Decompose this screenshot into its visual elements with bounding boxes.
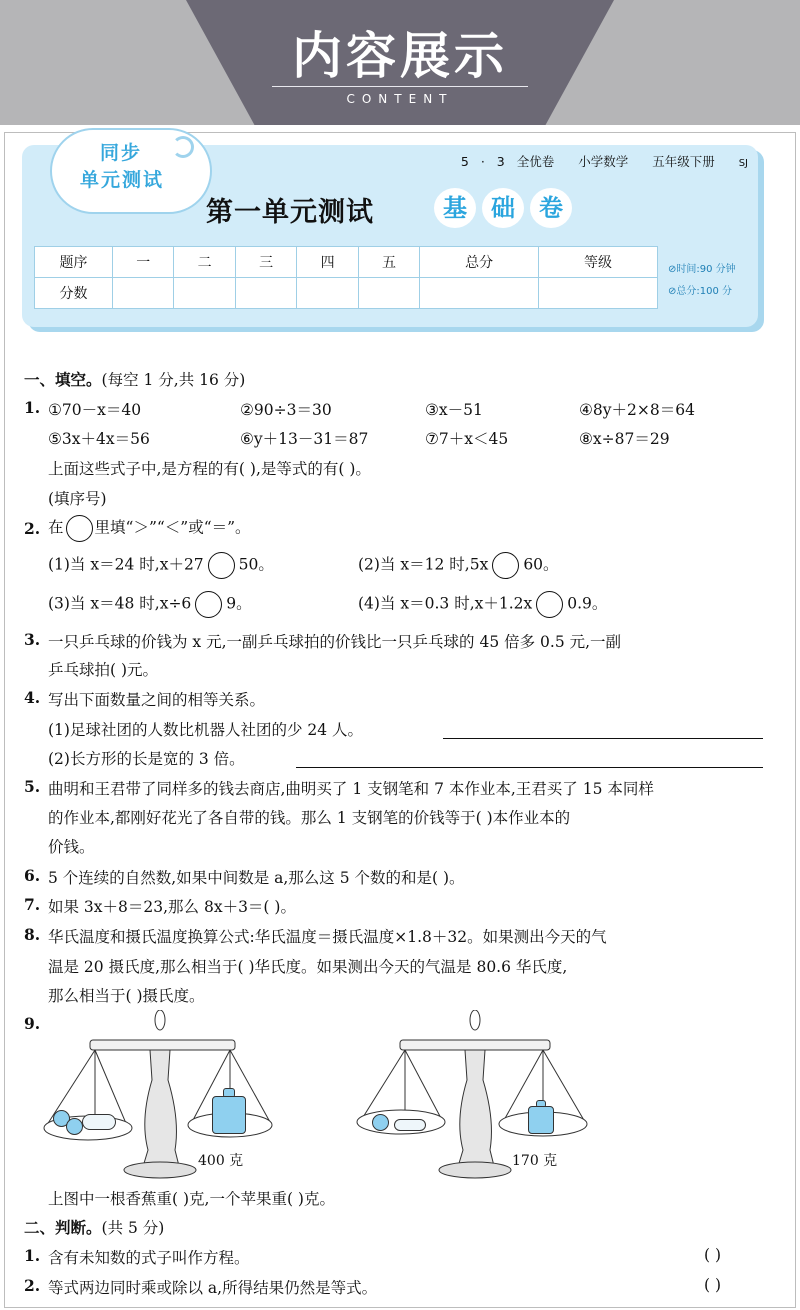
- section-title: 二、判断。: [24, 1219, 102, 1237]
- banner-divider: [272, 86, 528, 87]
- q5-line3: 价钱。: [48, 838, 95, 856]
- grade: 五年级下册: [652, 154, 715, 169]
- swirl-icon: [172, 136, 194, 158]
- q2-a-end: 50。: [238, 555, 274, 574]
- q8-line2: 温是 20 摄氏度,那么相当于( )华氏度。如果测出今天的气温是 80.6 华氏度,: [48, 958, 568, 976]
- table-cell: 题序: [35, 247, 113, 278]
- q2-c-text: (3)当 x＝48 时,x÷6: [48, 594, 192, 613]
- score-input-cell[interactable]: [174, 278, 235, 309]
- table-cell: 等级: [539, 247, 658, 278]
- judge-1-answer[interactable]: ( ): [704, 1246, 722, 1264]
- score-table: [34, 246, 658, 309]
- q2-post: 里填“＞”“＜”或“＝”。: [94, 518, 251, 537]
- expr: ⑧x÷87＝29: [579, 430, 670, 448]
- question-number: 8.: [24, 925, 41, 944]
- score-table-header-row: [35, 247, 658, 278]
- score-input-cell[interactable]: [297, 278, 358, 309]
- q1-line3: 上面这些式子中,是方程的有( ),是等式的有( )。: [48, 460, 371, 478]
- expr: ④8y＋2×8＝64: [579, 401, 695, 419]
- q8-line3: 那么相当于( )摄氏度。: [48, 987, 205, 1005]
- q4-a: (1)足球社团的人数比机器人社团的少 24 人。: [48, 721, 364, 739]
- apple-icon: [372, 1114, 389, 1131]
- judge-1-text: 含有未知数的式子叫作方程。: [48, 1249, 250, 1267]
- answer-line[interactable]: [296, 767, 763, 768]
- apple-icon: [66, 1118, 83, 1135]
- q5-line1: 曲明和王君带了同样多的钱去商店,曲明买了 1 支钢笔和 7 本作业本,王君买了 15 本同样: [48, 780, 654, 798]
- balance-scale-left: [40, 1010, 280, 1180]
- banner-subtitle: CONTENT: [346, 92, 454, 106]
- edition: SJ: [738, 158, 748, 169]
- compare-circle[interactable]: [208, 552, 235, 579]
- score-info: ⊘总分:100 分: [668, 286, 733, 297]
- q2-d-text: (4)当 x＝0.3 时,x＋1.2x: [358, 594, 533, 613]
- weight-icon: [212, 1096, 246, 1134]
- judge-2-answer[interactable]: ( ): [704, 1276, 722, 1294]
- unit-char: 基: [434, 188, 476, 228]
- table-cell: 三: [235, 247, 296, 278]
- expr: ⑦7＋x＜45: [425, 430, 509, 448]
- q8-line1: 华氏温度和摄氏温度换算公式:华氏温度＝摄氏温度×1.8＋32。如果测出今天的气: [48, 928, 607, 946]
- table-cell: 二: [174, 247, 235, 278]
- table-cell: 四: [297, 247, 358, 278]
- section-2-heading: [24, 1216, 164, 1238]
- q9-line1: 上图中一根香蕉重( )克,一个苹果重( )克。: [48, 1190, 335, 1208]
- expr: ③x－51: [425, 401, 483, 419]
- score-input-cell[interactable]: [113, 278, 174, 309]
- score-input-cell[interactable]: [539, 278, 658, 309]
- unit-subtitle: [434, 188, 572, 228]
- score-input-cell[interactable]: [420, 278, 539, 309]
- unit-char: 卷: [530, 188, 572, 228]
- compare-circle[interactable]: [66, 515, 93, 542]
- q5-line2: 的作业本,都刚好花光了各自带的钱。那么 1 支钢笔的价钱等于( )本作业本的: [48, 809, 571, 827]
- bananas-icon: [82, 1114, 116, 1130]
- compare-circle[interactable]: [195, 591, 222, 618]
- q3-line2: 乒乓球拍( )元。: [48, 661, 159, 679]
- q2-b-text: (2)当 x＝12 时,5x: [358, 555, 489, 574]
- badge-line1: 同步: [100, 142, 143, 164]
- question-number: 4.: [24, 688, 41, 707]
- question-number: 5.: [24, 777, 41, 796]
- series-name: 5 · 3 全优卷: [460, 154, 555, 169]
- weight-icon: [528, 1106, 554, 1134]
- expr: ①70－x＝40: [48, 401, 142, 419]
- compare-circle[interactable]: [536, 591, 563, 618]
- table-cell: 总分: [420, 247, 539, 278]
- expr: ②90÷3＝30: [240, 401, 332, 419]
- question-number: 7.: [24, 895, 41, 914]
- question-number: 3.: [24, 630, 41, 649]
- q4-b: (2)长方形的长是宽的 3 倍。: [48, 750, 245, 768]
- q1-line4: (填序号): [48, 490, 107, 508]
- q2-b-end: 60。: [523, 555, 559, 574]
- question-number: 2.: [24, 519, 41, 538]
- q4-line1: 写出下面数量之间的相等关系。: [48, 691, 266, 709]
- right-weight-label: 170 克: [512, 1153, 558, 1169]
- expr: ⑤3x＋4x＝56: [48, 430, 150, 448]
- section-note: (每空 1 分,共 16 分): [101, 371, 246, 389]
- answer-line[interactable]: [443, 738, 763, 739]
- q7-line1: 如果 3x＋8＝23,那么 8x＋3＝( )。: [48, 898, 296, 916]
- q6-line1: 5 个连续的自然数,如果中间数是 a,那么这 5 个数的和是( )。: [48, 869, 465, 887]
- unit-char: 础: [482, 188, 524, 228]
- q2-pre: 在: [48, 518, 64, 537]
- judge-2-text: 等式两边同时乘或除以 a,所得结果仍然是等式。: [48, 1279, 378, 1297]
- banana-icon: [394, 1119, 426, 1131]
- q2-instruction: [48, 515, 251, 542]
- q2-c-end: 9。: [226, 594, 252, 613]
- badge-line2: 单元测试: [80, 169, 165, 191]
- score-input-cell[interactable]: [358, 278, 419, 309]
- q2-a-text: (1)当 x＝24 时,x＋27: [48, 555, 204, 574]
- section-1-heading: [24, 368, 245, 390]
- q2-c: [48, 591, 252, 618]
- question-number: 1.: [24, 398, 41, 417]
- q3-line1: 一只乒乓球的价钱为 x 元,一副乒乓球拍的价钱比一只乒乓球的 45 倍多 0.5 元,一副: [48, 633, 622, 651]
- question-number: 1.: [24, 1246, 41, 1265]
- section-title: 一、填空。: [24, 371, 102, 389]
- q2-a: [48, 552, 274, 579]
- table-cell: 分数: [35, 278, 113, 309]
- q2-d: [358, 591, 607, 618]
- left-weight-label: 400 克: [198, 1153, 244, 1169]
- book-meta: [449, 152, 748, 170]
- score-input-cell[interactable]: [235, 278, 296, 309]
- q2-b: [358, 552, 559, 579]
- table-cell: 一: [113, 247, 174, 278]
- balance-scale-right: [355, 1010, 595, 1180]
- subject: 小学数学: [578, 154, 629, 169]
- question-number: 6.: [24, 866, 41, 885]
- expr: ⑥y＋13－31＝87: [240, 430, 369, 448]
- score-table-score-row: [35, 278, 658, 309]
- q2-d-end: 0.9。: [567, 594, 608, 613]
- section-note: (共 5 分): [101, 1219, 165, 1237]
- compare-circle[interactable]: [492, 552, 519, 579]
- unit-title: 第一单元测试: [206, 197, 374, 228]
- time-info: ⊘时间:90 分钟: [668, 264, 736, 275]
- question-number: 2.: [24, 1276, 41, 1295]
- banner-title: 内容展示: [292, 27, 508, 85]
- question-number: 9.: [24, 1014, 41, 1033]
- table-cell: 五: [358, 247, 419, 278]
